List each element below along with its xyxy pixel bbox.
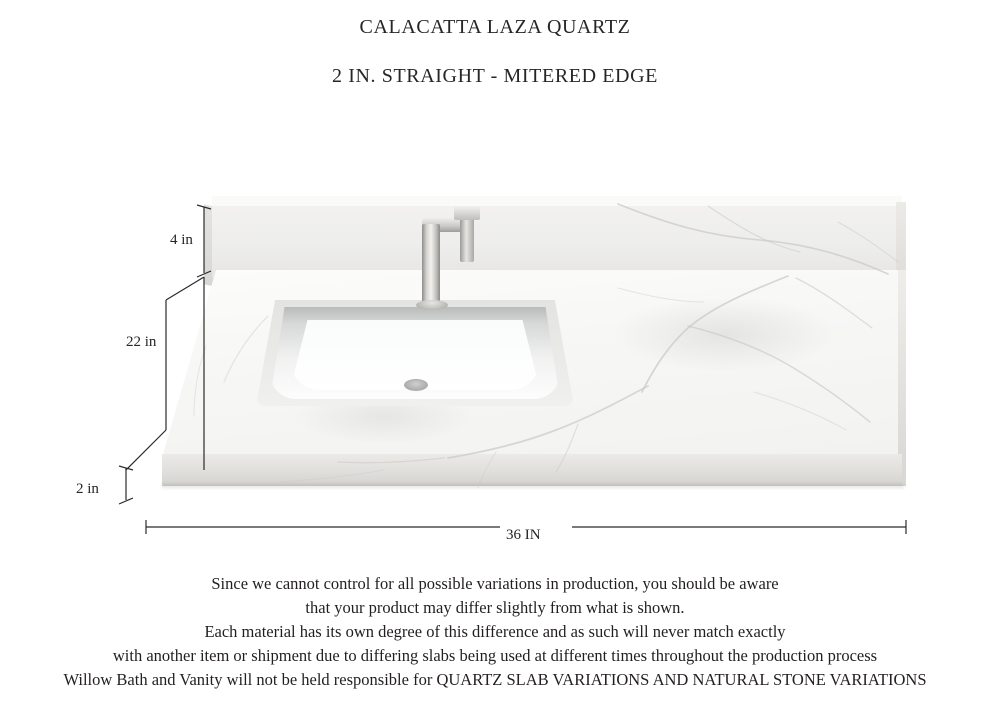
dimension-label-depth: 22 in (126, 334, 157, 350)
disclaimer-line-4: with another item or shipment due to differing slabs being used at different times throughout the production process (112, 646, 878, 665)
faucet-base-plate (416, 300, 448, 310)
undermount-sink (256, 300, 574, 406)
faucet-handle (454, 206, 480, 220)
countertop-drop-shadow (162, 484, 904, 488)
page-subtitle: 2 IN. STRAIGHT - MITERED EDGE (332, 65, 658, 87)
disclaimer-line-3: Each material has its own degree of this difference and as such will never match exactly (204, 622, 786, 641)
dimension-label-width: 36 IN (506, 527, 541, 543)
countertop-front-edge (162, 454, 902, 486)
sink-drain (404, 379, 428, 391)
disclaimer-text (0, 572, 990, 692)
faucet (398, 196, 478, 314)
backsplash-top-edge (212, 196, 902, 206)
faucet-neck (460, 218, 474, 262)
disclaimer-line-2: that your product may differ slightly from what is shown. (305, 598, 685, 617)
dimension-label-edge-thickness: 2 in (76, 481, 99, 497)
disclaimer-line-5: Willow Bath and Vanity will not be held responsible for QUARTZ SLAB VARIATIONS AND NATURAL STONE VARIATIONS (63, 670, 927, 689)
product-illustration (148, 196, 918, 526)
backsplash-panel (212, 200, 902, 278)
title-block (0, 0, 990, 88)
faucet-spout-column (422, 224, 440, 304)
disclaimer-line-1: Since we cannot control for all possible variations in production, you should be aware (211, 574, 779, 593)
dimension-label-backsplash-height: 4 in (170, 232, 193, 248)
page-title: CALACATTA LAZA QUARTZ (359, 16, 631, 38)
